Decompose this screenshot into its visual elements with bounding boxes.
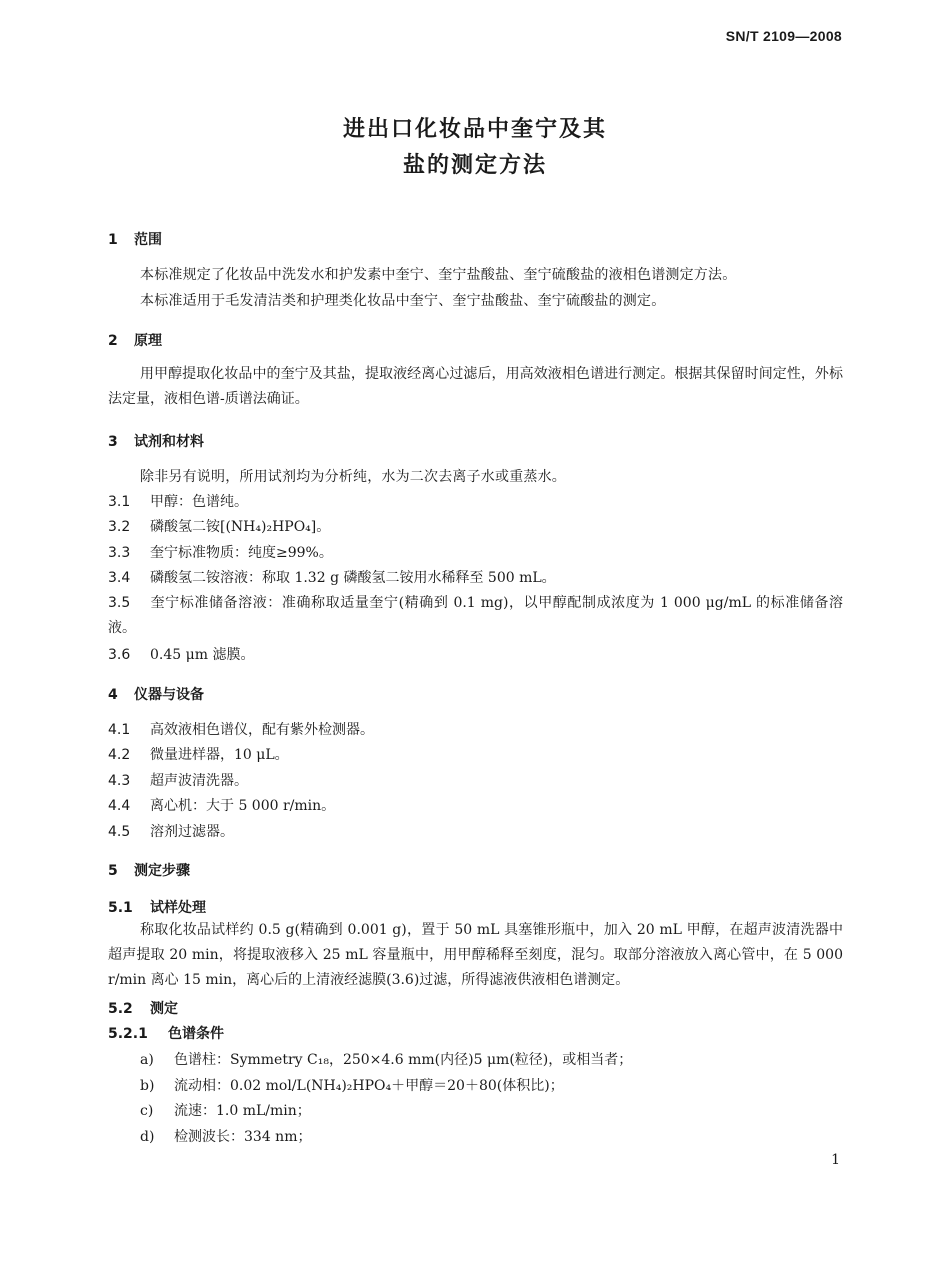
- item-text: 试样处理: [150, 900, 206, 916]
- item-number: 3.1: [108, 494, 131, 510]
- item-number: 4.3: [108, 773, 131, 789]
- section-title: 测定步骤: [134, 863, 190, 879]
- item-text: 测定: [150, 1001, 178, 1017]
- condition-c: [140, 1100, 311, 1120]
- document-title-line2: 盐的测定方法: [402, 153, 547, 178]
- section-number: 5: [108, 863, 118, 879]
- item-number: 4.1: [108, 722, 131, 738]
- list-text: 色谱柱：Symmetry C₁₈，250×4.6 mm(内径)5 μm(粒径)，或相当者；: [174, 1052, 633, 1068]
- item-number: 3.4: [108, 570, 131, 586]
- subsection-5-2-1-heading: [108, 1023, 224, 1043]
- document-title-line1: 进出口化妆品中奎宁及其: [342, 117, 607, 142]
- section-2-paragraph: 用甲醇提取化妆品中的奎宁及其盐，提取液经离心过滤后，用高效液相色谱进行测定。根据其保留时间定性，外标法定量，液相色谱-质谱法确证。: [108, 366, 843, 407]
- section-number: 4: [108, 687, 118, 703]
- item-number: 3.5: [108, 595, 131, 611]
- section-4-heading: [108, 684, 204, 704]
- item-text: 奎宁标准储备溶液：准确称取适量奎宁(精确到 0.1 mg)，以甲醇配制成浓度为 1 000 μg/mL 的标准储备溶液。: [108, 595, 843, 636]
- section-title: 范围: [134, 232, 162, 248]
- item-number: 3.6: [108, 647, 131, 663]
- section-1-paragraph-2: 本标准适用于毛发清洁类和护理类化妆品中奎宁、奎宁盐酸盐、奎宁硫酸盐的测定。: [140, 293, 666, 309]
- subsection-5-1-heading: [108, 897, 206, 917]
- list-text: 检测波长：334 nm；: [174, 1129, 312, 1145]
- page-number: 1: [831, 1152, 840, 1168]
- subsection-5-2-heading: [108, 998, 178, 1018]
- item-number: 4.4: [108, 798, 131, 814]
- item-3-4: [108, 567, 556, 587]
- condition-b: [140, 1075, 564, 1095]
- item-text: 0.45 μm 滤膜。: [150, 647, 255, 663]
- condition-a: [140, 1049, 632, 1069]
- section-2-heading: [108, 330, 162, 350]
- item-3-2: [108, 516, 330, 536]
- item-number: 5.2.1: [108, 1026, 148, 1042]
- condition-d: [140, 1126, 311, 1146]
- list-marker: c): [140, 1103, 154, 1119]
- section-title: 仪器与设备: [134, 687, 204, 703]
- item-text: 超声波清洗器。: [150, 773, 248, 789]
- standard-number: SN/T 2109—2008: [725, 28, 842, 44]
- item-3-6: [108, 644, 254, 664]
- item-4-3: [108, 770, 248, 790]
- subsection-5-1-paragraph: 称取化妆品试样约 0.5 g(精确到 0.001 g)，置于 50 mL 具塞锥形瓶中，加入 20 mL 甲醇，在超声波清洗器中超声提取 20 min，将提取液移入 25 mL 容量瓶中，用甲醇稀释至刻度，混匀。取部分溶液放入离心管中，在 5 000 r/min 离心 15 min，离心后的上清液经滤膜(3.6)过滤，所得滤液供液相色谱测定。: [108, 922, 843, 988]
- item-text: 磷酸氢二铵[(NH₄)₂HPO₄]。: [150, 519, 331, 535]
- item-number: 4.2: [108, 747, 131, 763]
- item-text: 奎宁标准物质：纯度≥99%。: [150, 545, 333, 561]
- item-text: 微量进样器，10 μL。: [150, 747, 289, 763]
- item-number: 4.5: [108, 824, 131, 840]
- item-3-3: [108, 542, 333, 562]
- item-number: 3.3: [108, 545, 131, 561]
- item-text: 磷酸氢二铵溶液：称取 1.32 g 磷酸氢二铵用水稀释至 500 mL。: [150, 570, 556, 586]
- item-text: 离心机：大于 5 000 r/min。: [150, 798, 336, 814]
- item-4-4: [108, 795, 335, 815]
- section-title: 试剂和材料: [134, 434, 204, 450]
- list-text: 流速：1.0 mL/min；: [174, 1103, 311, 1119]
- item-number: 5.1: [108, 900, 133, 916]
- item-4-2: [108, 744, 289, 764]
- list-text: 流动相：0.02 mol/L(NH₄)₂HPO₄＋甲醇＝20＋80(体积比)；: [174, 1078, 564, 1094]
- item-4-1: [108, 719, 374, 739]
- section-1-paragraph-1: 本标准规定了化妆品中洗发水和护发素中奎宁、奎宁盐酸盐、奎宁硫酸盐的液相色谱测定方法。: [140, 267, 737, 283]
- item-number: 3.2: [108, 519, 131, 535]
- section-number: 3: [108, 434, 118, 450]
- item-text: 色谱条件: [168, 1026, 224, 1042]
- item-4-5: [108, 821, 234, 841]
- item-3-5: [108, 591, 843, 641]
- section-title: 原理: [134, 333, 162, 349]
- item-text: 高效液相色谱仪，配有紫外检测器。: [150, 722, 374, 738]
- item-number: 5.2: [108, 1001, 133, 1017]
- list-marker: a): [140, 1052, 154, 1068]
- section-3-heading: [108, 431, 204, 451]
- item-text: 甲醇：色谱纯。: [150, 494, 248, 510]
- section-number: 1: [108, 232, 118, 248]
- section-5-heading: [108, 860, 190, 880]
- section-3-intro: 除非另有说明，所用试剂均为分析纯，水为二次去离子水或重蒸水。: [140, 469, 566, 485]
- list-marker: d): [140, 1129, 155, 1145]
- item-3-1: [108, 491, 248, 511]
- section-number: 2: [108, 333, 118, 349]
- item-text: 溶剂过滤器。: [150, 824, 234, 840]
- section-1-heading: [108, 229, 162, 249]
- list-marker: b): [140, 1078, 155, 1094]
